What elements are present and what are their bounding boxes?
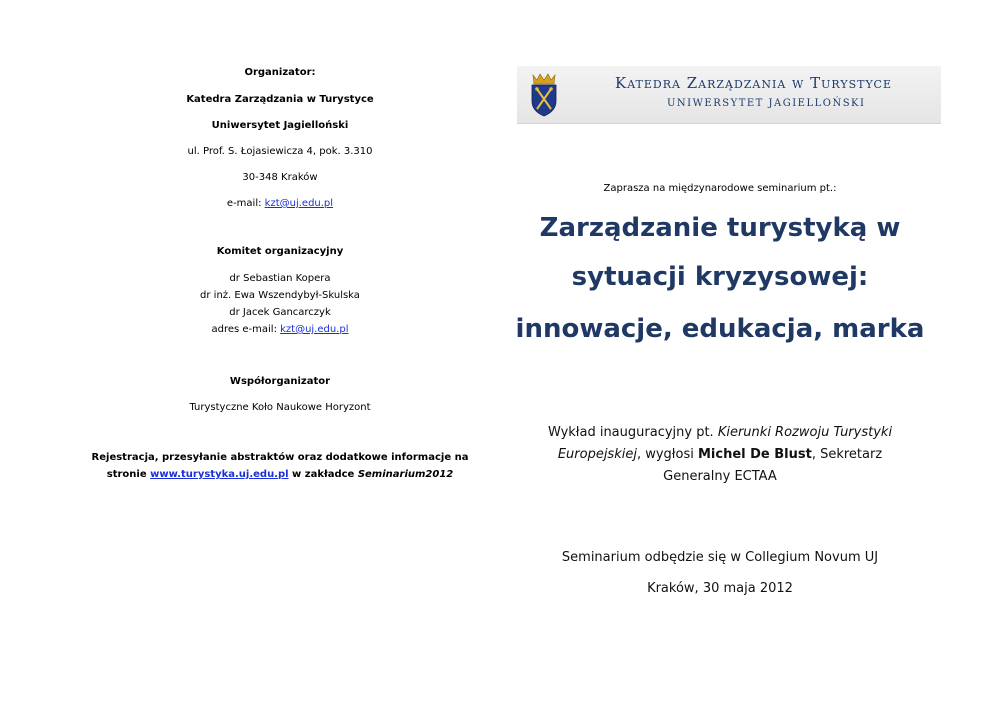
keynote-role-a: , Sekretarz (811, 447, 883, 462)
seminar-title-line-3: innowacje, edukacja, marka (515, 314, 925, 344)
committee-member: dr Jacek Gancarczyk (229, 307, 331, 318)
seminar-title-line-1: Zarządzanie turystyką w (539, 213, 901, 243)
address: ul. Prof. S. Łojasiewicza 4, pok. 3.310 (187, 146, 373, 157)
committee-email-label: adres e-mail: (211, 324, 281, 335)
email-link[interactable]: kzt@uj.edu.pl (264, 198, 334, 209)
university-name: Uniwersytet Jagielloński (211, 120, 349, 131)
keynote-mid: , wygłosi (636, 447, 698, 462)
registration-line-1: Rejestracja, przesyłanie abstraktów oraz dodatkowe informacje na (91, 452, 469, 463)
committee-heading: Komitet organizacyjny (216, 246, 344, 257)
keynote-speaker: Michel De Blust (697, 447, 812, 462)
registration-tab-name: Seminarium2012 (357, 469, 454, 480)
organizer-name: Katedra Zarządzania w Turystyce (186, 94, 374, 105)
seminar-title-line-2: sytuacji kryzysowej: (571, 262, 869, 292)
registration-prefix: stronie (106, 469, 151, 480)
committee-member: dr inż. Ewa Wszendybył-Skulska (200, 290, 360, 301)
department-banner (517, 66, 941, 124)
venue-text: Seminarium odbędzie się w Collegium Novum UJ (561, 550, 879, 565)
keynote-prefix: Wykład inauguracyjny pt. (547, 425, 718, 440)
registration-line-2 (70, 468, 490, 482)
committee-email-link[interactable]: kzt@uj.edu.pl (280, 324, 349, 335)
email-label: e-mail: (226, 198, 265, 209)
banner-title: Katedra Zarządzania w Turystyce (615, 74, 892, 92)
invitation-text: Zaprasza na międzynarodowe seminarium pt.: (603, 183, 837, 194)
date-text: Kraków, 30 maja 2012 (647, 581, 793, 596)
coorganizer-heading: Współorganizator (229, 376, 331, 387)
keynote-role-b: Generalny ECTAA (663, 469, 777, 484)
university-crest-icon (527, 71, 561, 117)
banner-subtitle: UNIWERSYTET JAGIELLOŃSKI (667, 98, 866, 109)
keynote-title-b: Europejskiej (557, 447, 637, 462)
organizer-heading: Organizator: (244, 67, 316, 78)
committee-email-line (70, 323, 490, 337)
committee-member: dr Sebastian Kopera (229, 273, 331, 284)
keynote-title-a: Kierunki Rozwoju Turystyki (717, 425, 893, 440)
keynote-paragraph (510, 422, 930, 488)
email-line (70, 197, 490, 211)
registration-url-link[interactable]: www.turystyka.uj.edu.pl (150, 469, 289, 480)
city: 30-348 Kraków (242, 172, 318, 183)
coorganizer-name: Turystyczne Koło Naukowe Horyzont (189, 402, 371, 413)
registration-middle: w zakładce (288, 469, 358, 480)
